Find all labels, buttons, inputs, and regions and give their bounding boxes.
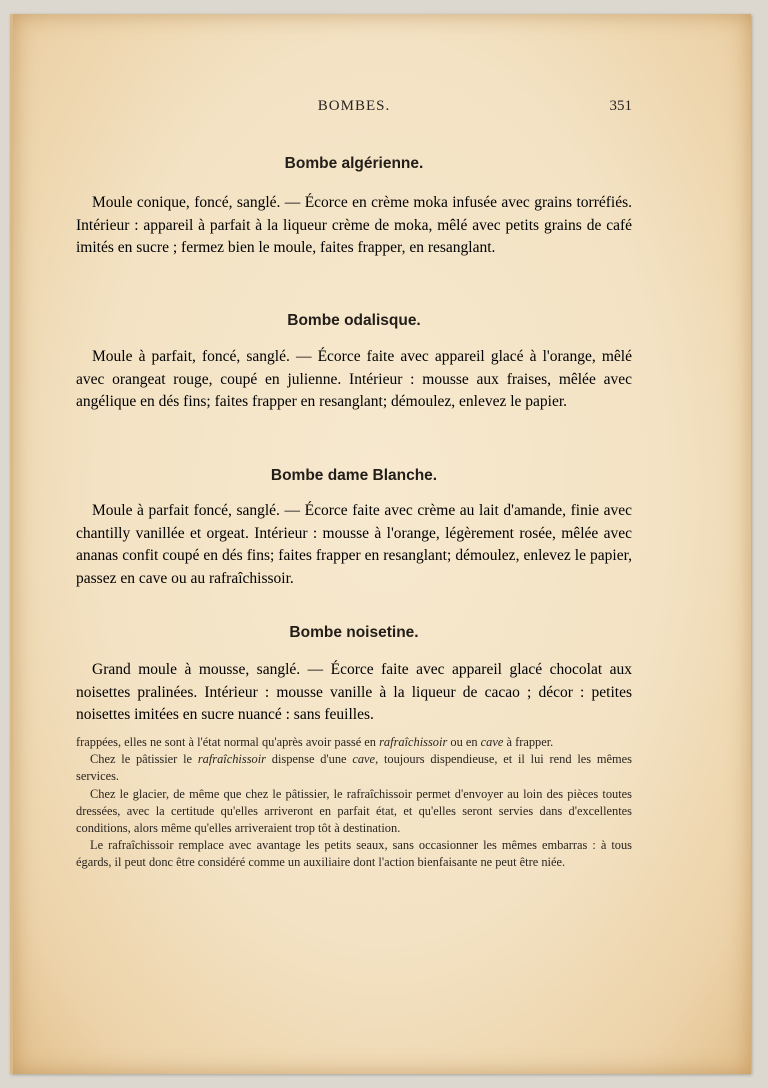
footnote-2: Chez le pâtissier le rafraîchissoir dispense d'une cave, toujours dispendieuse, et il lui rend les mêmes services. [76, 752, 632, 784]
recipe-text-algerienne: Moule conique, foncé, sanglé. — Écorce en crème moka infusée avec grains torréfiés. Intérieur : appareil à parfait à la liqueur crème de moka, mêlé avec petits grains de café imités en sucre ; fermez bien le moule, faites frapper, en resanglant. [76, 194, 632, 256]
footnotes [76, 734, 632, 872]
footnote-1: frappées, elles ne sont à l'état normal qu'après avoir passé en rafraîchissoir ou en cave à frapper. [76, 735, 554, 749]
header-title: BOMBES. [317, 98, 391, 114]
recipe-text-dame-blanche: Moule à parfait foncé, sanglé. — Écorce faite avec crème au lait d'amande, finie avec chantilly vanillée et orgeat. Intérieur : mousse à l'orange, légèrement rosée, mêlée avec ananas confit coupé en dés fins; faites frapper en resanglant; démoulez, enlevez le papier, passez en cave ou au rafraîchissoir. [76, 502, 632, 587]
recipe-title-dame-blanche: Bombe dame Blanche. [270, 467, 438, 484]
footnote-3: Chez le glacier, de même que chez le pâtissier, le rafraîchissoir permet d'envoyer au loin des pièces toutes dressées, avec la certitude qu'elles arriveront en parfait état, et qu'elles seront servies dans d'excellentes conditions, alors même qu'elles arriveraient trop tôt à destination. [76, 786, 632, 836]
recipe-text-odalisque: Moule à parfait, foncé, sanglé. — Écorce faite avec appareil glacé à l'orange, mêlé avec orangeat rouge, coupé en julienne. Intérieur : mousse aux fraises, mêlée avec angélique en dés fins; faites frapper en resanglant; démoulez, enlevez le papier. [76, 348, 632, 410]
recipe-title-odalisque: Bombe odalisque. [287, 312, 421, 329]
recipe-text-noisetine: Grand moule à mousse, sanglé. — Écorce faite avec appareil glacé chocolat aux noisettes pralinées. Intérieur : mousse vanille à la liqueur de cacao ; décor : petites noisettes imitées en sucre nuancé : sans feuilles. [76, 661, 632, 723]
footnote-4: Le rafraîchissoir remplace avec avantage les petits seaux, sans occasionner les mêmes embarras : à tous égards, il peut donc être considéré comme un auxiliaire dont l'action bienfaisante ne peut être niée. [76, 838, 632, 870]
recipe-title-noisetine: Bombe noisetine. [289, 624, 419, 641]
running-header [76, 98, 632, 118]
page-number: 351 [609, 98, 632, 114]
recipe-title-algerienne: Bombe algérienne. [284, 155, 424, 172]
